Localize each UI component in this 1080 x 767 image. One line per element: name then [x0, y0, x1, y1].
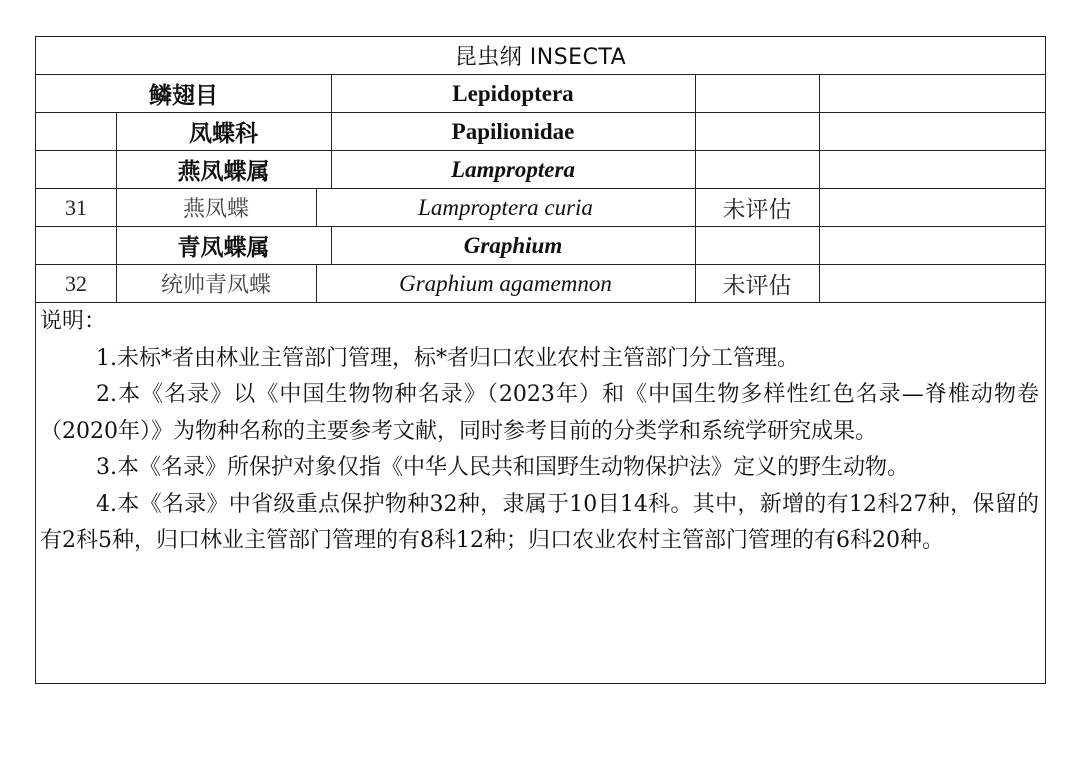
genus-latin: Lamproptera [451, 156, 575, 182]
genus-latin: Graphium [463, 232, 563, 258]
family-cn: 凤蝶科 [189, 120, 258, 147]
species-latin: Lamproptera curia [418, 194, 593, 220]
family-latin: Papilionidae [451, 118, 575, 144]
species-list-table [35, 36, 1046, 684]
species-latin: Graphium agamemnon [399, 270, 612, 296]
species-row [36, 189, 1045, 227]
notes-heading: 说明： [40, 309, 107, 334]
class-title: 昆虫纲 INSECTA [454, 45, 627, 70]
species-row [36, 265, 1045, 303]
species-number: 31 [65, 194, 87, 220]
species-status: 未评估 [722, 273, 792, 299]
order-latin: Lepidoptera [452, 80, 574, 106]
species-status: 未评估 [722, 197, 792, 223]
genus-cn: 青凤蝶属 [177, 234, 270, 261]
species-number: 32 [65, 270, 87, 296]
family-row [36, 113, 1045, 151]
order-cn: 鳞翅目 [149, 82, 218, 109]
genus-row [36, 227, 1045, 265]
class-row [36, 37, 1045, 75]
note-item: 3.本《名录》所保护对象仅指《中华人民共和国野生动物保护法》定义的野生动物。 [96, 455, 909, 480]
note-item: 4.本《名录》中省级重点保护物种32种，隶属于10目14科。其中，新增的有12科27种，保留的有2科5种，归口林业主管部门管理的有8科12种；归口农业农村主管部门管理的有6科20种。 [40, 491, 1039, 553]
note-item: 2.本《名录》以《中国生物物种名录》（2023年）和《中国生物多样性红色名录—脊椎动物卷（2020年）》为物种名称的主要参考文献，同时参考目前的分类学和系统学研究成果。 [40, 382, 1039, 444]
genus-cn: 燕凤蝶属 [177, 158, 270, 185]
species-cn: 统帅青凤蝶 [160, 273, 271, 298]
order-row [36, 75, 1045, 113]
note-item: 1.未标*者由林业主管部门管理，标*者归口农业农村主管部门分工管理。 [96, 345, 799, 371]
genus-row [36, 151, 1045, 189]
notes-section [40, 304, 1039, 560]
species-cn: 燕凤蝶 [182, 197, 249, 222]
